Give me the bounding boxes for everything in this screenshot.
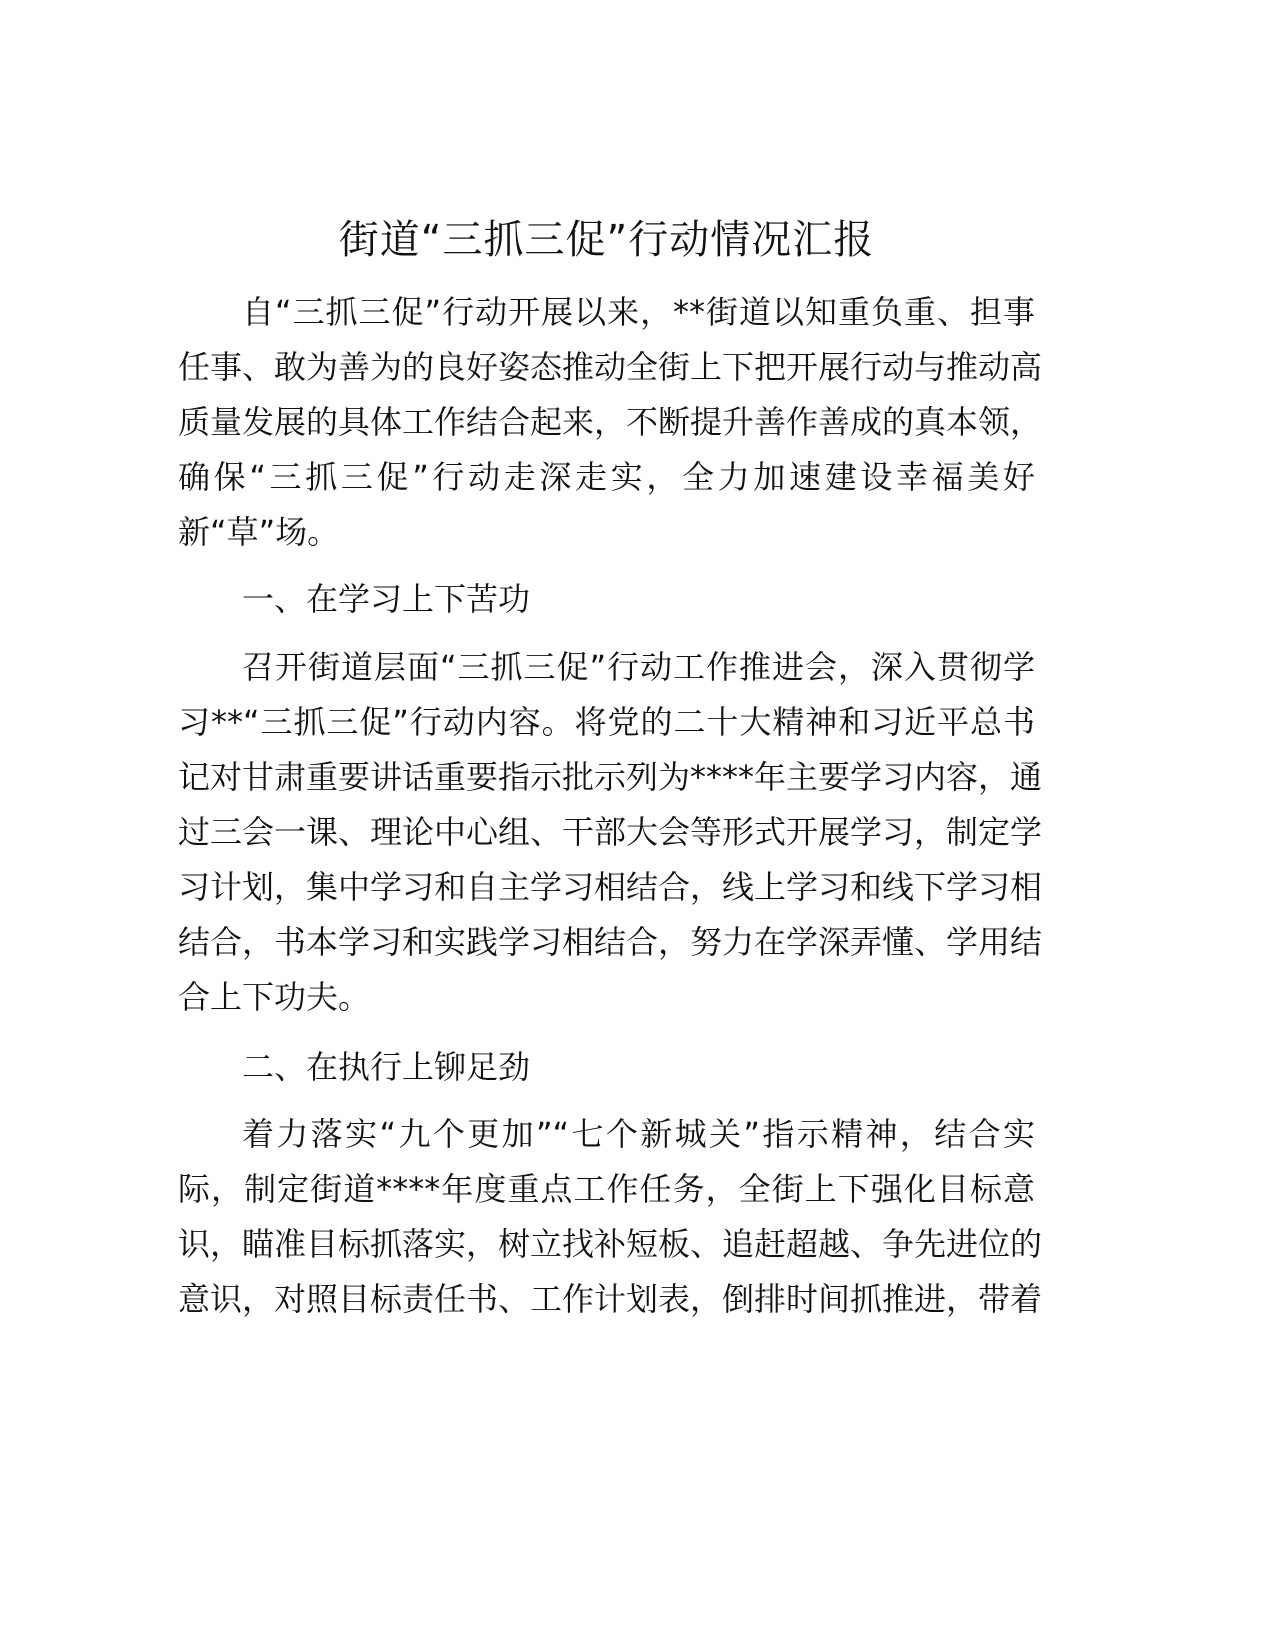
paragraph-line: 习**“三抓三促”行动内容。将党的二十大精神和习近平总书 xyxy=(178,703,1035,741)
section-heading-2: 二、在执行上铆足劲 xyxy=(242,1048,531,1086)
paragraph-line: 着力落实“九个更加”“七个新城关”指示精神，结合实 xyxy=(242,1115,1035,1153)
document-title: 街道“三抓三促”行动情况汇报 xyxy=(338,217,875,263)
paragraph-line: 质量发展的具体工作结合起来，不断提升善作善成的真本领， xyxy=(178,403,1043,441)
paragraph-line: 确保“三抓三促”行动走深走实，全力加速建设幸福美好 xyxy=(178,458,1035,496)
section-2-paragraph xyxy=(178,1107,1043,1327)
section-1-paragraph xyxy=(178,640,1043,1025)
paragraph-line: 际，制定街道****年度重点工作任务，全街上下强化目标意 xyxy=(178,1170,1035,1208)
paragraph-line: 结合，书本学习和实践学习相结合，努力在学深弄懂、学用结 xyxy=(178,923,1043,961)
paragraph-line: 记对甘肃重要讲话重要指示批示列为****年主要学习内容，通 xyxy=(178,758,1043,796)
paragraph-line: 新“草”场。 xyxy=(178,513,340,551)
paragraph-line: 自“三抓三促”行动开展以来，**街道以知重负重、担事 xyxy=(242,293,1035,331)
paragraph-line: 习计划，集中学习和自主学习相结合，线上学习和线下学习相 xyxy=(178,868,1043,906)
paragraph-line: 过三会一课、理论中心组、干部大会等形式开展学习，制定学 xyxy=(178,813,1043,851)
paragraph-line: 任事、敢为善为的良好姿态推动全街上下把开展行动与推动高 xyxy=(178,348,1043,386)
section-heading-1: 一、在学习上下苦功 xyxy=(242,580,531,618)
paragraph-line: 识，瞄准目标抓落实，树立找补短板、追赶超越、争先进位的 xyxy=(178,1225,1043,1263)
paragraph-line: 合上下功夫。 xyxy=(178,978,371,1016)
paragraph-line: 召开街道层面“三抓三促”行动工作推进会，深入贯彻学 xyxy=(242,648,1035,686)
intro-paragraph xyxy=(178,285,1043,560)
paragraph-line: 意识，对照目标责任书、工作计划表，倒排时间抓推进，带着 xyxy=(178,1280,1043,1318)
